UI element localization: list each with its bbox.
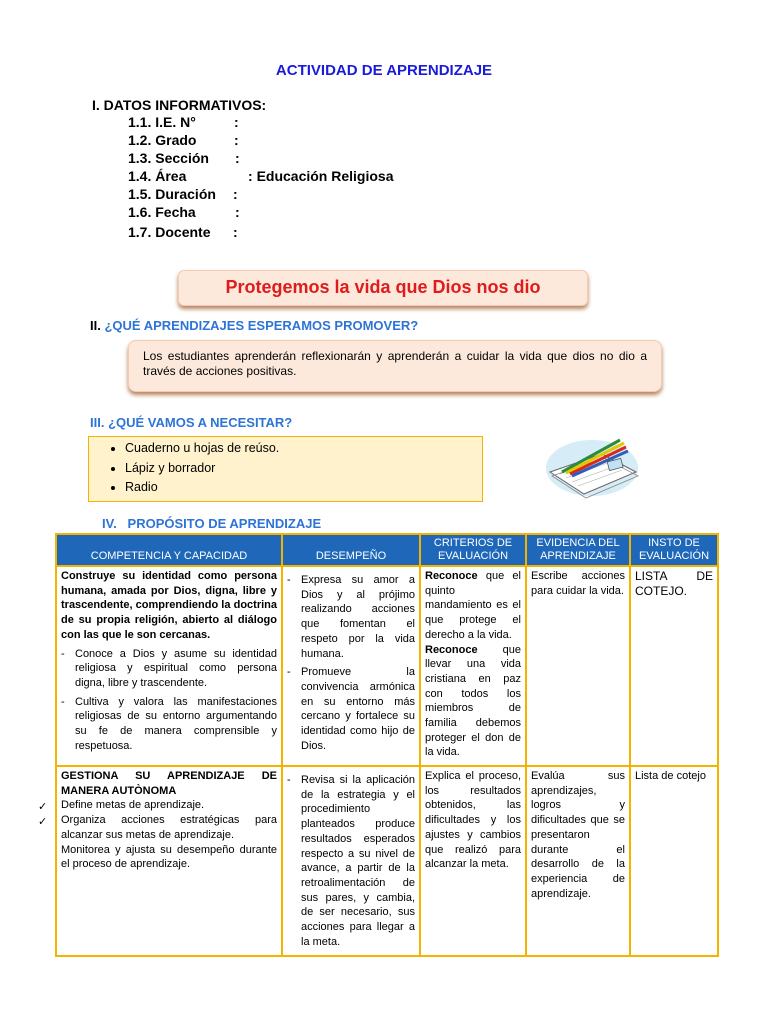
header-competencia: COMPETENCIA Y CAPACIDAD (56, 534, 282, 566)
activity-title-banner: Protegemos la vida que Dios nos dio (178, 270, 588, 306)
check-icon: ✓ (38, 801, 48, 813)
info-item-docente: 1.7. Docente : (128, 224, 238, 240)
header-instrumento: INSTO DE EVALUACIÓN (630, 534, 718, 566)
header-evidencia: EVIDENCIA DEL APRENDIZAJE (526, 534, 630, 566)
section-3-heading: III. ¿QUÉ VAMOS A NECESITAR? (90, 415, 293, 430)
capacidad-item: - Conoce a Dios y asume su identidad religiosa y espiritual como persona digna, libre y trascendente. (61, 647, 277, 691)
header-criterios: CRITERIOS DE EVALUACIÓN (420, 534, 526, 566)
evidencia-cell: Escribe acciones para cuidar la vida. (526, 566, 630, 766)
capacidad-item: Organiza acciones estratégicas para alcanzar sus metas de aprendizaje. (61, 814, 277, 841)
header-desempeno: DESEMPEÑO (282, 534, 420, 566)
materials-item: • Cuaderno u hojas de reúso. (125, 439, 482, 459)
table-row (56, 766, 718, 956)
materials-box (88, 436, 483, 502)
instrumento-cell: LISTA DE COTEJO. (630, 566, 718, 766)
materials-item: • Lápiz y borrador (125, 459, 482, 479)
table-row (56, 566, 718, 766)
check-icon: ✓ (38, 816, 48, 828)
capacidad-item: - Cultiva y valora las manifestaciones religiosas de su entorno argumentando su fe de manera comprensible y respetuosa. (61, 695, 277, 754)
competencia-text: GESTIONA SU APRENDIZAJE DE MANERA AUTÒNOMA (61, 770, 277, 797)
learning-goal-box: Los estudiantes aprenderán reflexionarán y aprenderán a cuidar la vida que dios no dio a través de acciones positivas. (128, 340, 662, 392)
criterios-cell: Explica el proceso, los resultados obtenidos, las dificultades y los ajustes y cambios que realizó para alcanzar la meta. (420, 766, 526, 956)
info-item-duracion: 1.5. Duración : (128, 186, 238, 202)
info-item-ie: 1.1. I.E. N° : (128, 114, 239, 130)
info-item-fecha: 1.6. Fecha : (128, 204, 240, 220)
evidencia-cell: Evalúa sus aprendizajes, logros y dificultades que se presentaron durante el desarrollo de la experiencia de aprendizaje. (526, 766, 630, 956)
section-2-heading: II. ¿QUÉ APRENDIZAJES ESPERAMOS PROMOVER? (90, 318, 419, 333)
area-value: Educación Religiosa (256, 168, 394, 184)
desempeno-item: - Revisa si la aplicación de la estrategia y el procedimiento planteados produce resultados esperados respecto a su nivel de avance, a partir de la retroalimentación de sus pares, y cambia, de ser necesario, sus acciones para llegar a la meta. (287, 773, 415, 949)
instrumento-cell: Lista de cotejo (630, 766, 718, 956)
section-4-heading: IV. PROPÓSITO DE APRENDIZAJE (102, 516, 322, 531)
capacidad-item: Monitorea y ajusta su desempeño durante el proceso de aprendizaje. (61, 843, 277, 871)
info-item-area: 1.4. Área : Educación Religiosa (128, 168, 394, 184)
criterios-cell: Reconoce que el quinto mandamiento es el que protege el derecho a la vida. Reconoce que llevar una vida cristiana en paz con todos los miembros de familia debemos proteger el don de la vida. (420, 566, 526, 766)
section-1-heading: I. DATOS INFORMATIVOS: (92, 97, 267, 113)
info-item-grado: 1.2. Grado : (128, 132, 239, 148)
materials-item: • Radio (125, 478, 482, 498)
capacidad-item: Define metas de aprendizaje. (61, 799, 205, 812)
info-item-seccion: 1.3. Sección : (128, 150, 240, 166)
desempeno-item: - Promueve la convivencia armónica en su entorno más cercano y fortalece su identidad como hijo de Dios. (287, 665, 415, 753)
notebook-pencils-icon (540, 424, 644, 504)
competencia-text: Construye su identidad como persona humana, amada por Dios, digna, libre y trascendente, comprendiendo la doctrina de su propia religión, abierto al diálogo con las que le son cercanas. (61, 570, 277, 641)
page-title: ACTIVIDAD DE APRENDIZAJE (275, 62, 493, 79)
desempeno-item: - Expresa su amor a Dios y al prójimo realizando acciones que fomentan el respeto por la vida humana. (287, 573, 415, 661)
purpose-table (55, 533, 719, 957)
